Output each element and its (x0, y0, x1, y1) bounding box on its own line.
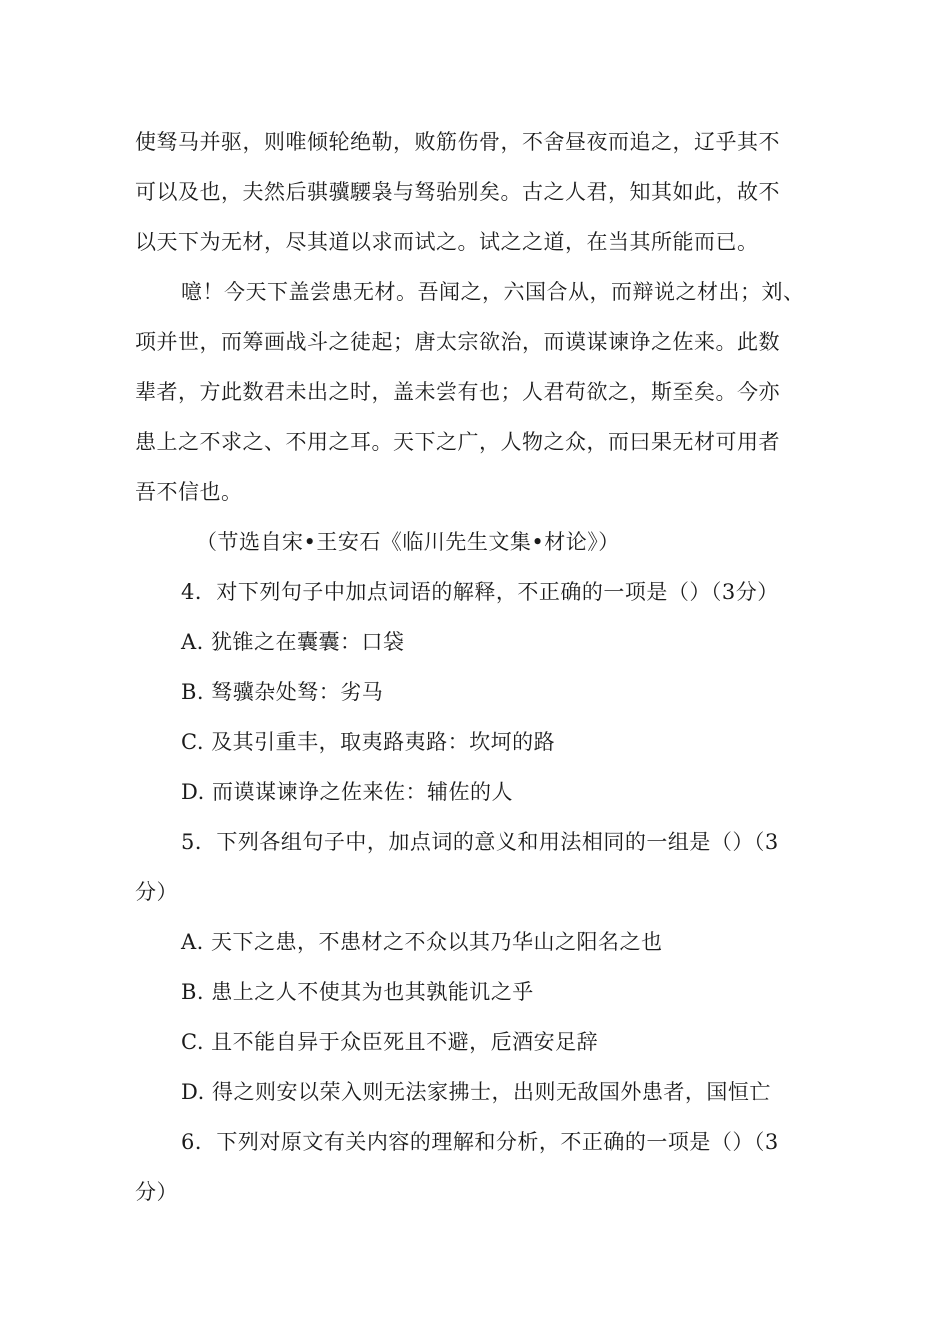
question-5-option-a: A. 天下之患，不患材之不众以其乃华山之阳名之也 (181, 930, 663, 954)
question-4-option-d: D. 而谟谋谏诤之佐来佐：辅佐的人 (181, 780, 513, 804)
passage-line: 使驽马并驱，则唯倾轮绝勒，败筋伤骨，不舍昼夜而追之，辽乎其不 (135, 130, 780, 154)
passage-line: 噫！今天下盖尝患无材。吾闻之，六国合从，而辩说之材出；刘、 (181, 280, 805, 304)
source-citation: （节选自宋•王安石《临川先生文集•材论》） (196, 530, 620, 554)
question-5-option-d: D. 得之则安以荣入则无法家拂士，出则无敌国外患者，国恒亡 (181, 1080, 771, 1104)
question-4-option-a: A. 犹锥之在囊囊：口袋 (181, 630, 405, 654)
question-6-stem-continued: 分） (135, 1180, 178, 1204)
question-5-stem: 5．下列各组句子中，加点词的意义和用法相同的一组是（）（3 (181, 830, 779, 854)
question-5-stem-continued: 分） (135, 880, 178, 904)
passage-line: 辈者，方此数君未出之时，盖未尝有也；人君苟欲之，斯至矣。今亦 (135, 380, 780, 404)
question-6-stem: 6．下列对原文有关内容的理解和分析，不正确的一项是（）（3 (181, 1130, 779, 1154)
passage-line: 吾不信也。 (135, 480, 243, 504)
passage-line: 项并世，而筹画战斗之徒起；唐太宗欲治，而谟谋谏诤之佐来。此数 (135, 330, 780, 354)
question-5-option-b: B. 患上之人不使其为也其孰能讥之乎 (181, 980, 534, 1004)
passage-line: 患上之不求之、不用之耳。天下之广，人物之众，而曰果无材可用者 (135, 430, 780, 454)
question-4-stem: 4．对下列句子中加点词语的解释，不正确的一项是（）（3分） (181, 580, 779, 604)
passage-line: 可以及也，夫然后骐骥騕袅与驽骀别矣。古之人君，知其如此，故不 (135, 180, 780, 204)
question-5-option-c: C. 且不能自异于众臣死且不避，卮酒安足辞 (181, 1030, 599, 1054)
question-4-option-b: B. 驽骥杂处驽：劣马 (181, 680, 384, 704)
question-4-option-c: C. 及其引重丰，取夷路夷路：坎坷的路 (181, 730, 556, 754)
passage-line: 以天下为无材，尽其道以求而试之。试之之道，在当其所能而已。 (135, 230, 759, 254)
